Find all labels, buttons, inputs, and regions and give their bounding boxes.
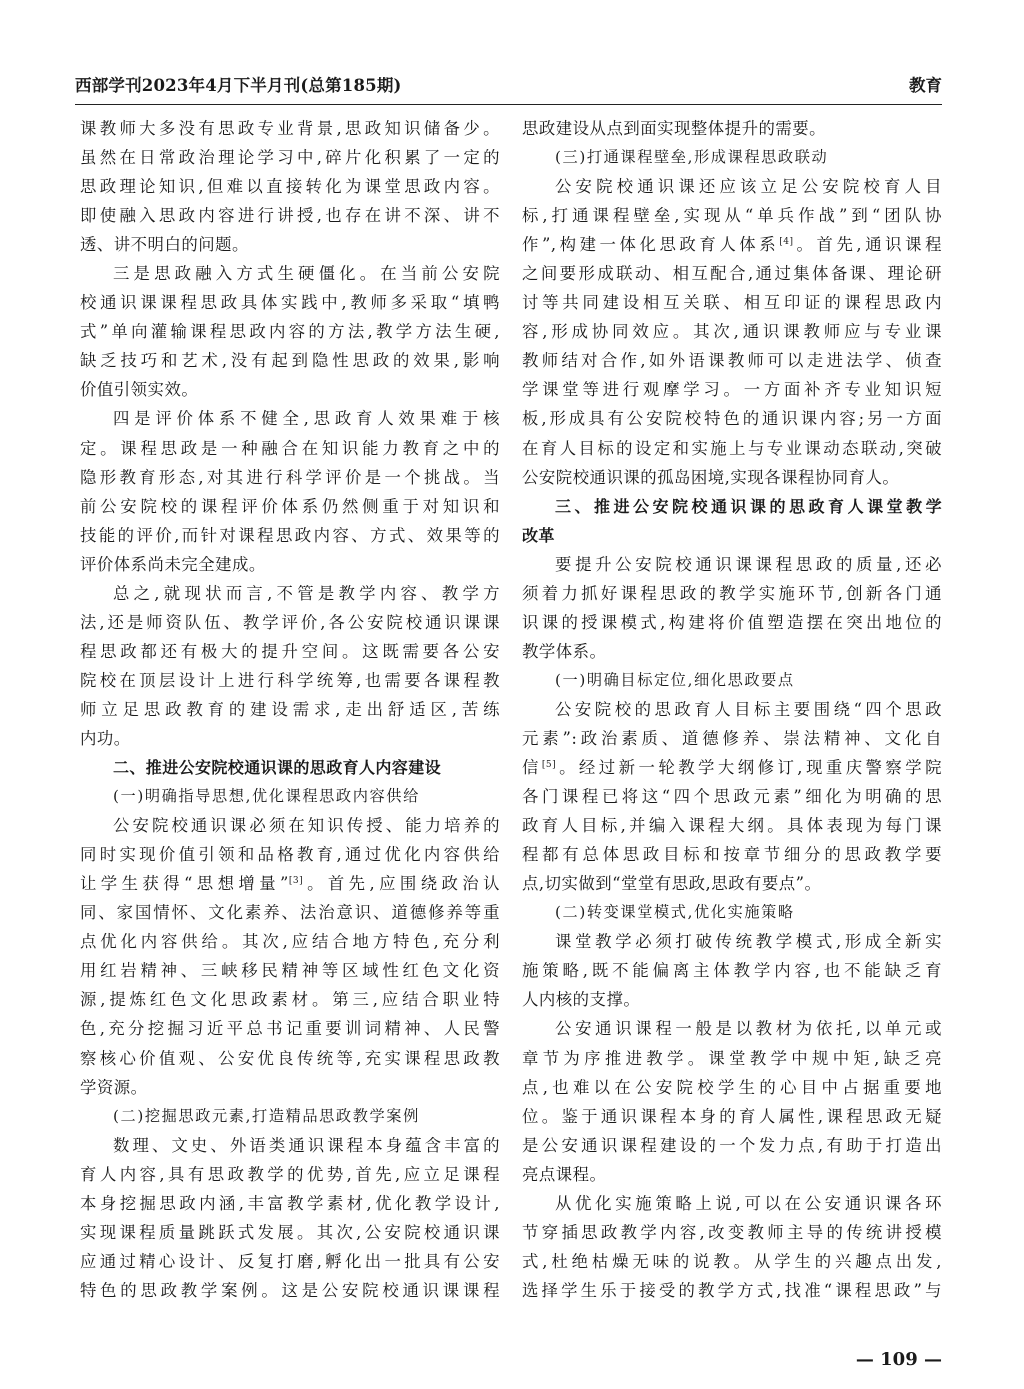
text-line: 特色的思政教学案例。这是公安院校通识课课程: [80, 1280, 500, 1300]
text-line: 从优化实施策略上说,可以在公安通识课各环: [555, 1193, 942, 1213]
text-line: 同时实现价值引领和品格教育,通过优化内容供给: [80, 845, 500, 865]
text-line: 校通识课课程思政具体实践中,教师多采取“填鸭: [80, 293, 500, 313]
text-line: 让学生获得“思想增量”[3]。首先,应围绕政治认: [80, 874, 500, 894]
text-line: 三是思政融入方式生硬僵化。在当前公安院: [113, 264, 500, 284]
text-line: 程思政都还有极大的提升空间。这既需要各公安: [80, 641, 500, 661]
text-line: 学课堂等进行观摩学习。一方面补齐专业知识短: [522, 380, 942, 400]
text-line: 标,打通课程壁垒,实现从“单兵作战”到“团队协: [522, 206, 942, 226]
text-line: 师立足思政教育的建设需求,走出舒适区,苦练: [80, 699, 500, 719]
text-line: 价值引领实效。: [80, 380, 199, 400]
section-heading-cont: 改革: [522, 525, 555, 545]
text-line: 式”单向灌输课程思政内容的方法,教学方法生硬,: [80, 322, 500, 342]
right-column: [522, 114, 942, 1305]
text-line: 公安院校通识课的孤岛困境,实现各课程协同育人。: [522, 467, 900, 487]
text-line: 点,切实做到“堂堂有思政,思政有要点”。: [522, 874, 822, 894]
text-line: 亮点课程。: [522, 1164, 607, 1184]
text-line: 前公安院校的课程评价体系仍然侧重于对知识和: [80, 496, 500, 516]
text-line: 育人内容,具有思政教学的优势,首先,应立足课程: [80, 1164, 500, 1184]
text-line: 选择学生乐于接受的教学方式,找准“课程思政”与: [522, 1280, 942, 1300]
text-line: 须着力抓好课程思政的教学实施环节,创新各门通: [522, 583, 942, 603]
text-line: 评价体系尚未完全建成。: [80, 554, 266, 574]
subsection-heading: (二)转变课堂模式,优化实施策略: [555, 903, 795, 922]
text-line: 院校在顶层设计上进行科学统筹,也需要各课程教: [80, 670, 500, 690]
text-line: 缺乏技巧和艺术,没有起到隐性思政的效果,影响: [80, 351, 500, 371]
text-line: 察核心价值观、公安优良传统等,充实课程思政教: [80, 1048, 500, 1068]
text-line: 思政理论知识,但难以直接转化为课堂思政内容。: [80, 177, 500, 197]
section-heading: 二、推进公安院校通识课的思政育人内容建设: [113, 758, 442, 778]
text-line: 元素”:政治素质、道德修养、崇法精神、文化自: [522, 728, 942, 748]
text-line: 在育人目标的设定和实施上与专业课动态联动,突破: [522, 438, 942, 458]
text-line: 法,还是师资队伍、教学评价,各公安院校通识课课: [80, 612, 500, 632]
text-line: 应通过精心设计、反复打磨,孵化出一批具有公安: [80, 1251, 500, 1271]
text-line: 透、讲不明白的问题。: [80, 235, 249, 255]
subsection-heading: (一)明确指导思想,优化课程思政内容供给: [113, 787, 420, 806]
text-line: 课教师大多没有思政专业背景,思政知识储备少。: [80, 119, 500, 138]
text-line: 学资源。: [80, 1077, 148, 1097]
text-line: 内功。: [80, 728, 131, 748]
text-line: 实现课程质量跳跃式发展。其次,公安院校通识课: [80, 1222, 500, 1242]
subsection-heading: (二)挖掘思政元素,打造精品思政教学案例: [113, 1106, 420, 1125]
text-line: 程都有总体思政目标和按章节细分的思政教学要: [522, 845, 942, 865]
text-line: 是公安通识课程建设的一个发力点,有助于打造出: [522, 1135, 942, 1155]
text-line: 章节为序推进教学。课堂教学中规中矩,缺乏亮: [522, 1048, 942, 1068]
text-line: 讨等共同建设相互关联、相互印证的课程思政内: [522, 293, 942, 313]
left-column: [80, 114, 500, 1305]
text-line: 同、家国情怀、文化素养、法治意识、道德修养等重: [80, 903, 500, 923]
text-line: 公安通识课程一般是以教材为依托,以单元或: [555, 1019, 942, 1039]
text-line: 四是评价体系不健全,思政育人效果难于核: [113, 409, 500, 429]
citation-marker: [5]: [541, 760, 557, 771]
section-heading: 三、推进公安院校通识课的思政育人课堂教学: [555, 496, 942, 516]
text-line: 板,形成具有公安院校特色的通识课内容;另一方面: [522, 409, 942, 429]
text-line: 点,也难以在公安院校学生的心目中占据重要地: [522, 1077, 942, 1097]
subsection-heading: (三)打通课程壁垒,形成课程思政联动: [555, 148, 829, 167]
text-line: 之间要形成联动、相互配合,通过集体备课、理论研: [522, 264, 942, 284]
text-line: 技能的评价,而针对课程思政内容、方式、效果等的: [80, 525, 500, 545]
section-label: 教育: [909, 76, 942, 95]
header-rule: [75, 104, 942, 105]
text-line: 虽然在日常政治理论学习中,碎片化积累了一定的: [80, 148, 500, 168]
citation-marker: [4]: [779, 237, 794, 248]
text-line: 点优化内容供给。其次,应结合地方特色,充分利: [80, 932, 500, 952]
text-line: 识课的授课模式,构建将价值塑造摆在突出地位的: [522, 612, 942, 632]
text-line: 教学体系。: [522, 641, 607, 661]
text-line: 节穿插思政教学内容,改变教师主导的传统讲授模: [522, 1222, 942, 1242]
text-line: 施策略,既不能偏离主体教学内容,也不能缺乏育: [522, 961, 942, 981]
page-number: — 109 —: [855, 1349, 942, 1370]
text-line: 各门课程已将这“四个思政元素”细化为明确的思: [522, 787, 942, 807]
text-line: 总之,就现状而言,不管是教学内容、教学方: [113, 583, 500, 603]
text-line: 人内核的支撑。: [522, 990, 641, 1010]
text-line: 要提升公安院校通识课课程思政的质量,还必: [555, 554, 942, 574]
text-line: 作”,构建一体化思政育人体系[4]。首先,通识课程: [522, 235, 942, 255]
text-line: 位。鉴于通识课程本身的育人属性,课程思政无疑: [522, 1106, 942, 1126]
text-line: 思政建设从点到面实现整体提升的需要。: [522, 119, 827, 138]
subsection-heading: (一)明确目标定位,细化思政要点: [555, 670, 795, 689]
journal-title: 西部学刊2023年4月下半月刊(总第185期): [75, 76, 402, 95]
citation-marker: [3]: [288, 876, 304, 887]
text-line: 政育人目标,并编入课程大纲。具体表现为每门课: [522, 816, 942, 836]
text-line: 信[5]。经过新一轮教学大纲修订,现重庆警察学院: [522, 758, 942, 778]
text-line: 公安院校通识课还应该立足公安院校育人目: [555, 177, 942, 197]
text-line: 容,形成协同效应。其次,通识课教师应与专业课: [522, 322, 942, 342]
text-line: 即使融入思政内容进行讲授,也存在讲不深、讲不: [80, 206, 500, 226]
text-line: 公安院校的思政育人目标主要围绕“四个思政: [555, 699, 942, 719]
text-line: 色,充分挖掘习近平总书记重要训词精神、人民警: [80, 1019, 500, 1039]
text-line: 教师结对合作,如外语课教师可以走进法学、侦查: [522, 351, 942, 371]
text-line: 定。课程思政是一种融合在知识能力教育之中的: [80, 438, 500, 458]
text-line: 源,提炼红色文化思政素材。第三,应结合职业特: [80, 990, 500, 1010]
text-line: 隐形教育形态,对其进行科学评价是一个挑战。当: [80, 467, 500, 487]
text-line: 课堂教学必须打破传统教学模式,形成全新实: [555, 932, 942, 952]
running-header: [75, 72, 942, 98]
text-line: 数理、文史、外语类通识课程本身蕴含丰富的: [113, 1135, 500, 1155]
text-line: 本身挖掘思政内涵,丰富教学素材,优化教学设计,: [80, 1193, 500, 1213]
text-line: 式,杜绝枯燥无味的说教。从学生的兴趣点出发,: [522, 1251, 942, 1271]
text-line: 用红岩精神、三峡移民精神等区域性红色文化资: [80, 961, 500, 981]
text-line: 公安院校通识课必须在知识传授、能力培养的: [113, 816, 500, 836]
